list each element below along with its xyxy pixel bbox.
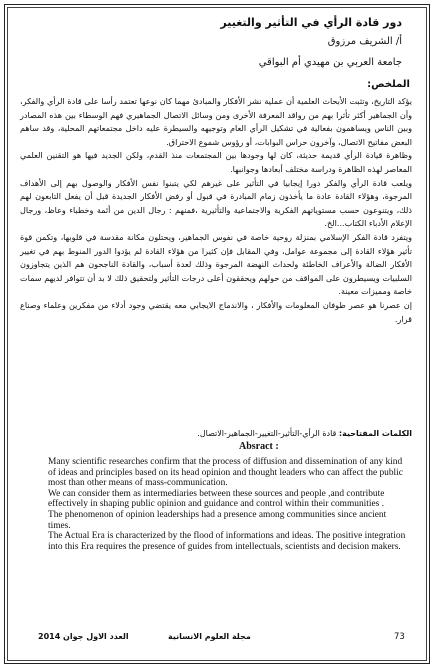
- english-paragraph: The Actual Era is characterized by the flood of informations and ideas. The positive integration into this Era requires the presence of guides from intellectuals, scientists and decision makers.: [48, 531, 406, 552]
- keywords-label: الكلمات المفتاحية:: [338, 429, 412, 438]
- arabic-paragraph: ويلعب قادة الرأي والفكر دورا إيجابيا في التأثير على غيرهم لكي يتبنوا نفس الأفكار والوصول بهم إلى الأهداف المرجوة، وهؤلاء القادة عادة ما يأخذون زمام المبادرة في قبول أو رفض الأفكار الجديدة قبل أن يفعل التابعون لهم ذلك، ويتنوعون حسب مستوياتهم الفكرية والاجتماعية والتأثيرية ،فمنهم : رجال الدين من أئمة وخطباء وعاظ، ورجال الإعلام الأدباء الكتاب...الخ.: [20, 177, 412, 229]
- english-paragraph: We can consider them as intermediaries between these sources and people ,and contribute effectively in shaping public opinion and guidance and control within their communities .: [48, 488, 385, 510]
- arabic-paragraph: يؤكد التاريخ، وتثبت الأبحاث العلمية أن عملية نشر الأفكار والمبادئ مهما كان نوعها تعتمد رأسا على قادة الرأي والفكر، وأن الجماهير أكثر تأثرا بهم من رواقد المعرفة الأخرى ومن وسائل الاتصال الجماهيري فهم الوسطاء بين هذه المصادر وبين الناس ويساهمون بفعالية في تشكيل الرأي العام وتوجيهه والسيطرة عليه داخل مجتمعاتهم المحلية، وقد ساهم البعض مفاتيح الاتصال، وآخرون حراس البوابات، أو رؤوس شموع الاحتراق.: [20, 96, 412, 147]
- page-number: 73: [394, 632, 405, 642]
- article-author: أ/ الشريف مرزوق: [327, 36, 402, 47]
- english-abstract-heading: Absract :: [239, 441, 279, 452]
- arabic-paragraph: إن عصرنا هو عصر طوفان المعلومات والأفكار ، والاندماج الايجابي معه يقتضي وجود أدلاء من مفكرين وعلماء وصناع قرار.: [20, 299, 412, 324]
- footer-issue: العدد الاول جوان 2014: [38, 632, 129, 641]
- english-paragraph: The phenomenon of opinion leaderships had a presence among communities since ancient times.: [48, 509, 387, 531]
- arabic-abstract-body: [20, 95, 412, 326]
- keywords-text: قادة الرأي-التأثير-التغيير-الجماهير-الاتصال.: [197, 429, 337, 438]
- arabic-paragraph: وظاهرة قيادة الرأي قديمة حديثة، كان لها وجودها بين المجتمعات منذ القدم، ولكن الجديد فيها هو التقنين العلمي المعاصر لهذه الظاهرة ودراسة مختلف أبعادها وجوانبها.: [20, 150, 412, 174]
- article-title: دور قادة الرأي في التأثير والتغيير: [220, 16, 402, 29]
- arabic-paragraph: ويتفرد قادة الفكر الإسلامي بمنزلة روحية خاصة في نفوس الجماهير، ويحتلون مكانة مقدسة في قلوبها، وتكمن قوة تأثير هؤلاء القادة إلى مجموعة عوامل، وفي المقابل فإن كثيرا من هؤلاء القادة لم يؤدوا الدور المنوط بهم في تغيير الأفكار الضالة والأعراف الخاطئة ولحداث النهضة المرجوة وذلك لعدة أسباب، والقادة الناجحون هم الذين يتجاوزون السلبيات ويسيطرون على المواقف من حولهم ويحققون أعلى درجات التأثير ولتحقيق ذلك لا بد أن تتوافر لديهم سمات خاصة ومميزات معينة.: [20, 231, 412, 297]
- footer-journal-name: مجلة العلوم الانسانية: [168, 632, 251, 641]
- english-paragraph: Many scientific researches confirm that the process of diffusion and dissemination of any kind of ideas and principles based on its head opinion and thought leaders who can affect the public most than other means of mass-communication.: [48, 457, 403, 489]
- keywords-line: [20, 429, 412, 438]
- english-abstract-body: [48, 457, 410, 552]
- author-affiliation: جامعة العربي بن مهيدي أم البواقي: [258, 57, 402, 68]
- page-footer: [12, 632, 422, 648]
- arabic-abstract-heading: الملخص:: [367, 79, 410, 90]
